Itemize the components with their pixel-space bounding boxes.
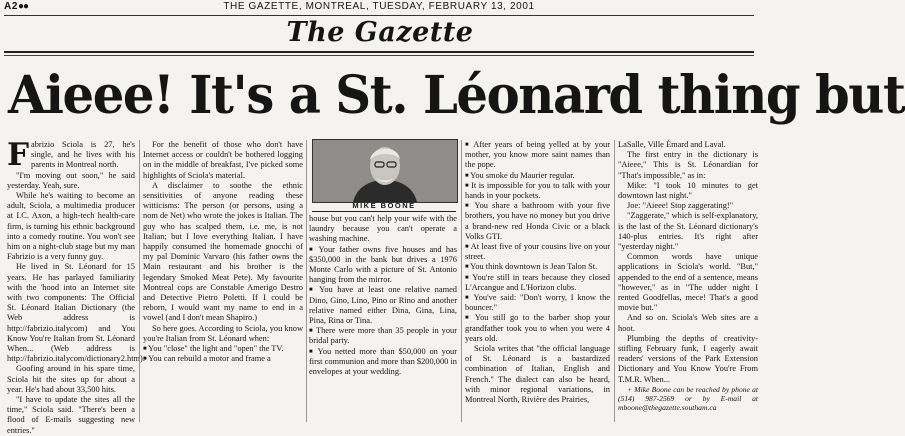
paragraph: Sciola writes that "the official language of St. Léonard is a bastardized combination of Italian, English and French." The dialect can also be heard, with minor regional variations, in Montreal North, Rivière des Prairies, [465,344,610,405]
bullet-item: ■ There were more than 35 people in your bridal party. [309,326,457,346]
paragraph: "I have to update the sites all the time," Sciola said. "There's been a flood of E-mails suggesting new entries." [7,395,135,435]
paragraph: house but you can't help your wife with the laundry because you can't operate a washing machine. [309,214,457,244]
bullet-item: ■ You think downtown is Jean Talon St. [465,262,610,272]
portrait-icon [313,140,457,202]
columnist-photo [312,139,458,203]
paragraph: A disclaimer to soothe the ethnic sensitivities of anyone reading these witticisms: The person (or persons, using a nom de Net) who wrote the jokes is Italian. The guy who has scalped them, i.e. me, is not Italian; but I love everything Italian. I have happily consumed the homemade gnocchi of my pal Dominic Varvaro (his father owns the Main restaurant and his brother is the legendary Smoked Meat Pete). My favourite Montreal cops are Constable Amerigo Destro and Detective Pietro Poletti. If I could be reborn, I would want my name to end in a vowel (and I don't mean Shapiro.) [143,180,303,323]
paragraph: While he's waiting to become an adult, Sciola, a multimedia producer at I.C. Axon, a high-tech health-care firm, is turning his ethnic background into a comedy routine. You won't see him on a night-club stage but my man Fabrizio is a very funny guy. [7,191,135,262]
paragraph: Mike: "I took 10 minutes to get downtown last night." [618,180,758,201]
bullet-item: ■ You can rebuild a motor and frame a [143,354,303,364]
masthead-rule [4,51,754,53]
paragraph: Goofing around in his spare time, Sciola hit the sites up for about a year. He's had about 33,500 hits. [7,364,135,394]
column-2 [143,140,303,422]
bullet-item: ■ It is impossible for you to talk with your hands in your pockets. [465,181,610,201]
paragraph: Plumbing the depths of creativity-stifling February funk, I eagerly await readers' versions of the Park Extension Dictionary and You Know You're From T.M.R. When... [618,333,758,384]
bullet-item: ■ At least five of your cousins live on your street. [465,242,610,262]
paragraph: "I'm moving out soon," he said yesterday. Yeah, sure. [7,170,135,190]
column-4 [465,140,610,422]
paragraph: Common words have unique applications in Sciola's world. "But," appended to the end of a sentence, means "however," as in "The udder night I rented Goodfellas, mece! That's a good movie but." [618,252,758,313]
bullet-item: ■ You've said: "Don't worry, I know the bouncer." [465,293,610,313]
headline: Aieee! It's a St. Léonard thing but [8,65,905,126]
paragraph: Joe: "Aieee! Stop zaggerating!" [627,201,734,211]
column-divider [306,140,307,422]
bullet-item: ■ You smoke du Maurier regular. [465,171,610,181]
bullet-item: ■ You're still in tears because they closed L'Arcangue and L'Horizon clubs. [465,273,610,293]
top-rule [4,15,754,16]
column-divider [614,140,615,422]
bullet-item: ■ You netted more than $50,000 on your first communion and more than $200,000 in envelopes at your wedding. [309,347,457,378]
bullet-item: ■ You have at least one relative named Dino, Gino, Lino, Pino or Rino and another relative named either Dina, Gina, Lina, Pina, Rina or Tina. [309,285,457,326]
paragraph: The first entry in the dictionary is "Aieee," This is St. Léonardian for "That's impossible," as in: [618,150,758,180]
bullet-item: ■ You share a bathroom with your five brothers, you have no money but you drive a brand-new red Honda Civic or a black Volks GTI. [465,201,610,242]
drop-cap: F [7,137,30,173]
bullet-item: ■ You "close" the light and "open" the TV. [143,344,303,354]
column-3 [309,214,457,422]
paragraph: So here goes. According to Sciola, you know you're Italian from St. Léonard when: [143,323,303,343]
masthead-rule-thin [4,55,754,56]
paragraph: LaSalle, Ville Émard and Laval. [618,140,726,149]
column-divider [139,140,140,422]
running-head [4,1,754,14]
dateline: THE GAZETTE, MONTREAL, TUESDAY, FEBRUARY 13, 2001 [223,1,535,12]
column-5 [618,140,758,422]
page-dots: ●● [17,1,29,12]
bullet-item: ■ You still go to the barber shop your grandfather took you to when you were 4 years old. [465,313,610,344]
bullet-item: ■ After years of being yelled at by your mother, you know more saint names than the pope. [465,140,610,171]
column-divider [461,140,462,422]
byline: MIKE BOONE [312,201,456,212]
paragraph: "Zaggerate," which is self-explanatory, is the last of the St. Léonard dictionary's 140-plus entries. It's right after "yesterday night." [618,211,758,252]
lead-paragraph: Fabrizio Sciola is 27, he's single, and he lives with his parents in Montreal north. [7,137,135,173]
paragraph: And so on. Sciola's Web sites are a hoot. [618,313,758,333]
page-number: A2●● [4,1,29,12]
bullet-item: ■ Your father owns five houses and has $350,000 in the bank but drives a 1976 Monte Carlo with a picture of St. Antonio hanging from the mirror. [309,245,457,286]
column-1 [7,137,145,435]
paragraph: For the benefit of those who don't have Internet access or couldn't be bothered logging on in the middle of breakfast, I've picked some highlights of Sciola's material. [143,140,303,180]
masthead-logo: The Gazette [286,17,474,48]
paragraph: He lived in St. Léonard for 15 years. He has parlayed familiarity with the 'hood into an Internet site with two components: The Official St. Léonard Italian Dictionary (the Web address is http://fabrizio.italycom) and You Know You're Italian from St. Léonard When... (Web address is http://fabrizio.italycom/dictionary2.htm). [7,262,145,364]
contact-note: + Mike Boone can be reached by phone at (514) 987-2569 or by E-mail at mboone@thegazette.southam.ca [618,384,758,413]
